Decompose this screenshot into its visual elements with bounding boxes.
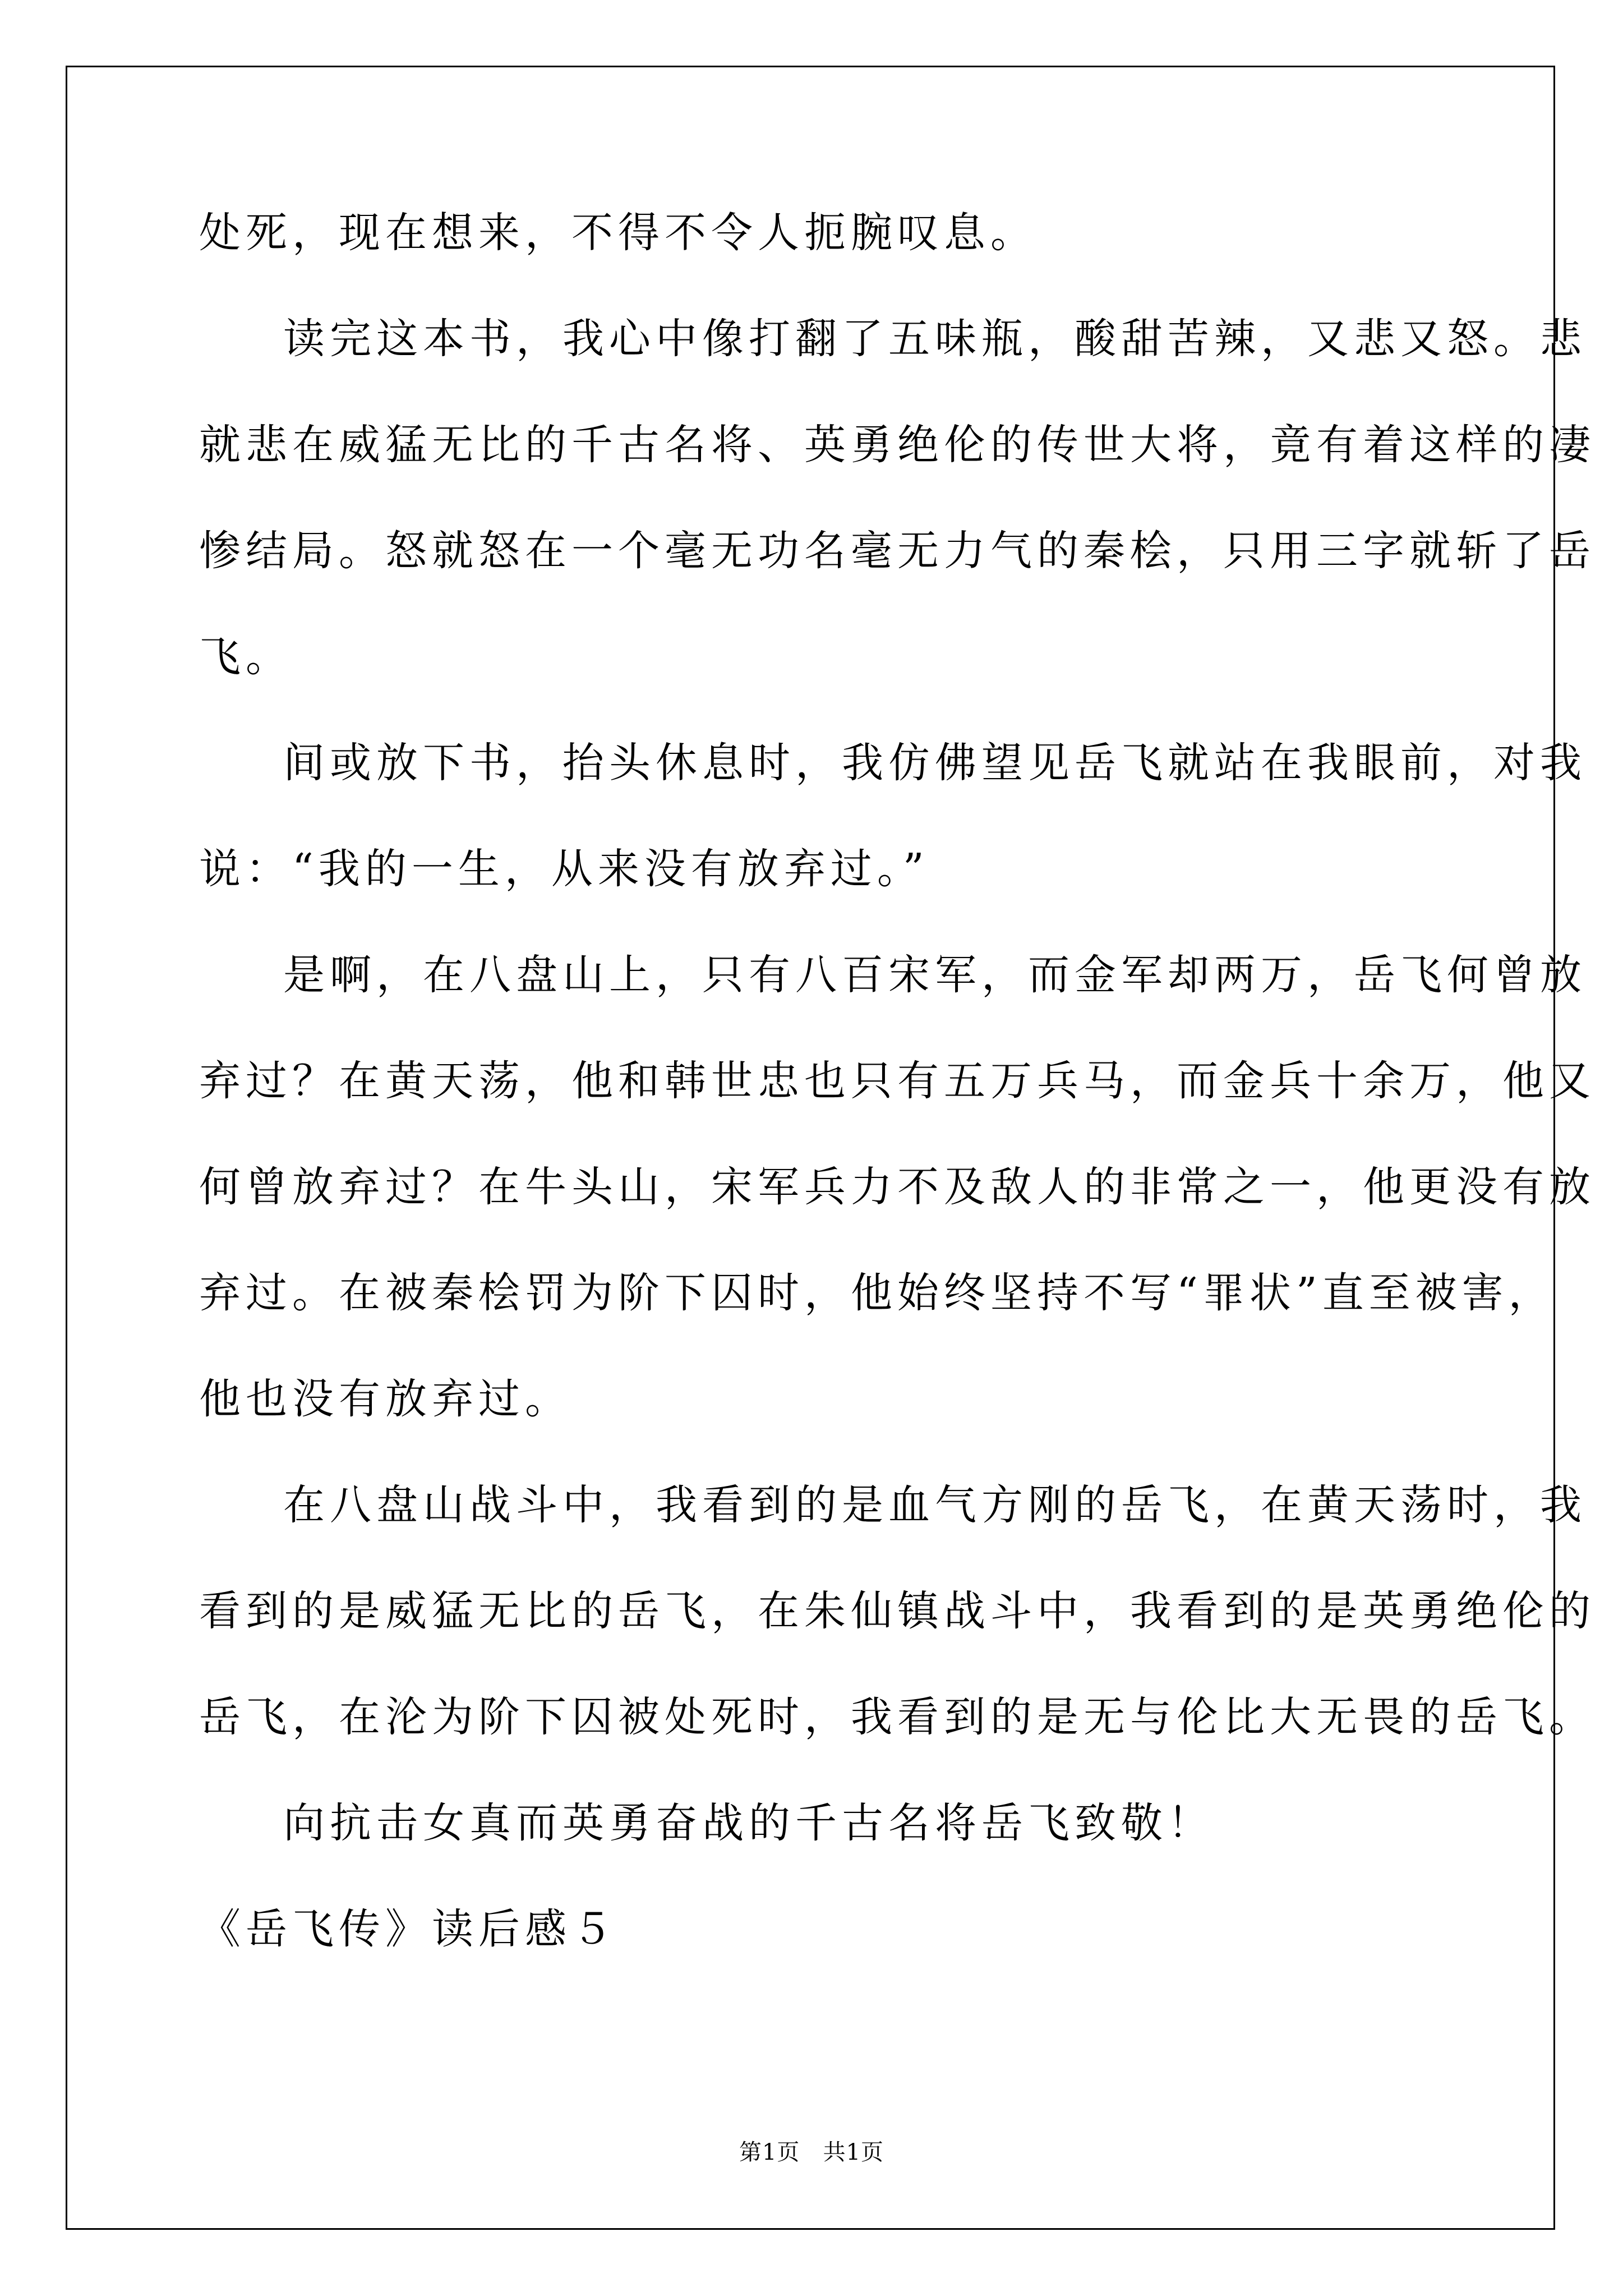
paragraph-start-line: 是啊，在八盘山上，只有八百宋军，而金军却两万，岳飞何曾放 (283, 951, 1587, 999)
paragraph-start-line: 读完这本书，我心中像打翻了五味瓶，酸甜苦辣，又悲又怒。悲 (283, 315, 1587, 363)
page-number: 第1页 (739, 2139, 800, 2165)
text-line: 说：“我的一生，从来没有放弃过。” (199, 845, 929, 893)
text-line: 弃过？在黄天荡，他和韩世忠也只有五万兵马，而金兵十余万，他又 (199, 1057, 1596, 1105)
page-count: 共1页 (823, 2139, 884, 2165)
text-line: 就悲在威猛无比的千古名将、英勇绝伦的传世大将，竟有着这样的凄 (199, 421, 1596, 469)
text-line: 飞。 (199, 633, 292, 681)
paragraph-start-line: 向抗击女真而英勇奋战的千古名将岳飞致敬！ (283, 1799, 1214, 1847)
text-line: 岳飞，在沦为阶下囚被处死时，我看到的是无与伦比大无畏的岳飞。 (199, 1693, 1596, 1741)
text-line: 处死，现在想来，不得不令人扼腕叹息。 (199, 209, 1037, 257)
paragraph-start-line: 间或放下书，抬头休息时，我仿佛望见岳飞就站在我眼前，对我 (283, 739, 1587, 787)
section-title: 《岳飞传》读后感５ (199, 1905, 618, 1953)
text-line: 何曾放弃过？在牛头山，宋军兵力不及敌人的非常之一，他更没有放 (199, 1163, 1596, 1211)
text-line: 弃过。在被秦桧罚为阶下囚时，他始终坚持不写“罪状”直至被害， (199, 1269, 1555, 1317)
page-footer (0, 2138, 1623, 2166)
paragraph-start-line: 在八盘山战斗中，我看到的是血气方刚的岳飞，在黄天荡时，我 (283, 1481, 1587, 1529)
text-line: 看到的是威猛无比的岳飞，在朱仙镇战斗中，我看到的是英勇绝伦的 (199, 1587, 1596, 1635)
text-line: 惨结局。怒就怒在一个毫无功名毫无力气的秦桧，只用三字就斩了岳 (199, 527, 1596, 575)
text-line: 他也没有放弃过。 (199, 1375, 571, 1423)
